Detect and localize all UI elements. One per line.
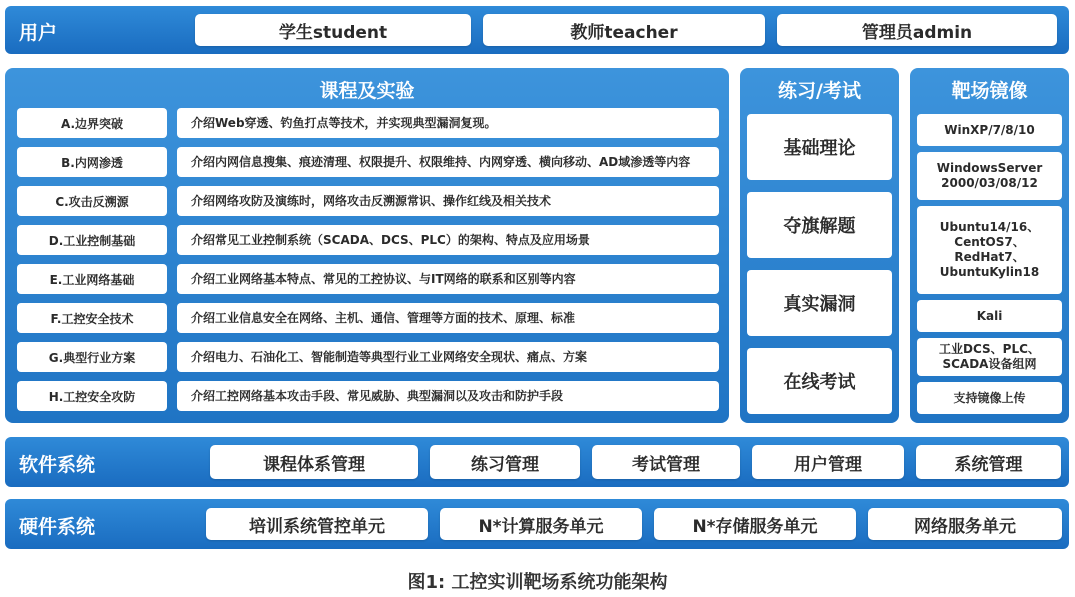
user-student: 学生student (195, 14, 471, 46)
hardware-compute: N*计算服务单元 (440, 508, 642, 540)
image-upload: 支持镜像上传 (917, 382, 1062, 414)
practice-ctf: 夺旗解题 (747, 192, 892, 258)
image-winxp: WinXP/7/8/10 (917, 114, 1062, 146)
course-desc-b: 介绍内网信息搜集、痕迹清理、权限提升、权限维持、内网穿透、横向移动、AD域渗透等内容 (177, 147, 719, 177)
image-linux: Ubuntu14/16、 CentOS7、 RedHat7、 UbuntuKylin18 (917, 206, 1062, 294)
software-user-mgmt: 用户管理 (752, 445, 904, 479)
image-industrial: 工业DCS、PLC、 SCADA设备组网 (917, 338, 1062, 376)
course-name-g: G.典型行业方案 (17, 342, 167, 372)
figure-caption: 图1: 工控实训靶场系统功能架构 (407, 572, 668, 593)
course-desc-d: 介绍常见工业控制系统（SCADA、DCS、PLC）的架构、特点及应用场景 (177, 225, 719, 255)
course-name-d: D.工业控制基础 (17, 225, 167, 255)
course-name-h: H.工控安全攻防 (17, 381, 167, 411)
software-practice-mgmt: 练习管理 (430, 445, 580, 479)
images-panel (910, 68, 1069, 423)
course-name-b: B.内网渗透 (17, 147, 167, 177)
practice-panel (740, 68, 899, 423)
practice-exam: 在线考试 (747, 348, 892, 414)
hardware-title: 硬件系统 (19, 516, 96, 538)
software-exam-mgmt: 考试管理 (592, 445, 740, 479)
software-band (5, 437, 1069, 487)
course-name-e: E.工业网络基础 (17, 264, 167, 294)
user-admin: 管理员admin (777, 14, 1057, 46)
practice-title: 练习/考试 (778, 80, 861, 102)
images-title: 靶场镜像 (951, 80, 1028, 102)
course-desc-a: 介绍Web穿透、钓鱼打点等技术，并实现典型漏洞复现。 (177, 108, 719, 138)
practice-vuln: 真实漏洞 (747, 270, 892, 336)
users-band (5, 6, 1069, 54)
software-title: 软件系统 (19, 454, 96, 476)
users-title: 用户 (19, 22, 58, 44)
course-name-a: A.边界突破 (17, 108, 167, 138)
course-desc-e: 介绍工业网络基本特点、常见的工控协议、与IT网络的联系和区别等内容 (177, 264, 719, 294)
course-desc-g: 介绍电力、石油化工、智能制造等典型行业工业网络安全现状、痛点、方案 (177, 342, 719, 372)
hardware-band (5, 499, 1069, 549)
software-system-mgmt: 系统管理 (916, 445, 1061, 479)
hardware-training-control: 培训系统管控单元 (206, 508, 428, 540)
courses-title: 课程及实验 (319, 80, 415, 102)
course-name-f: F.工控安全技术 (17, 303, 167, 333)
course-name-c: C.攻击反溯源 (17, 186, 167, 216)
practice-theory: 基础理论 (747, 114, 892, 180)
course-desc-h: 介绍工控网络基本攻击手段、常见威胁、典型漏洞以及攻击和防护手段 (177, 381, 719, 411)
user-teacher: 教师teacher (483, 14, 765, 46)
hardware-storage: N*存储服务单元 (654, 508, 856, 540)
hardware-network: 网络服务单元 (868, 508, 1062, 540)
software-course-mgmt: 课程体系管理 (210, 445, 418, 479)
image-winserver: WindowsServer 2000/03/08/12 (917, 152, 1062, 200)
course-desc-f: 介绍工业信息安全在网络、主机、通信、管理等方面的技术、原理、标准 (177, 303, 719, 333)
course-desc-c: 介绍网络攻防及演练时，网络攻击反溯源常识、操作红线及相关技术 (177, 186, 719, 216)
courses-panel (5, 68, 729, 423)
image-kali: Kali (917, 300, 1062, 332)
